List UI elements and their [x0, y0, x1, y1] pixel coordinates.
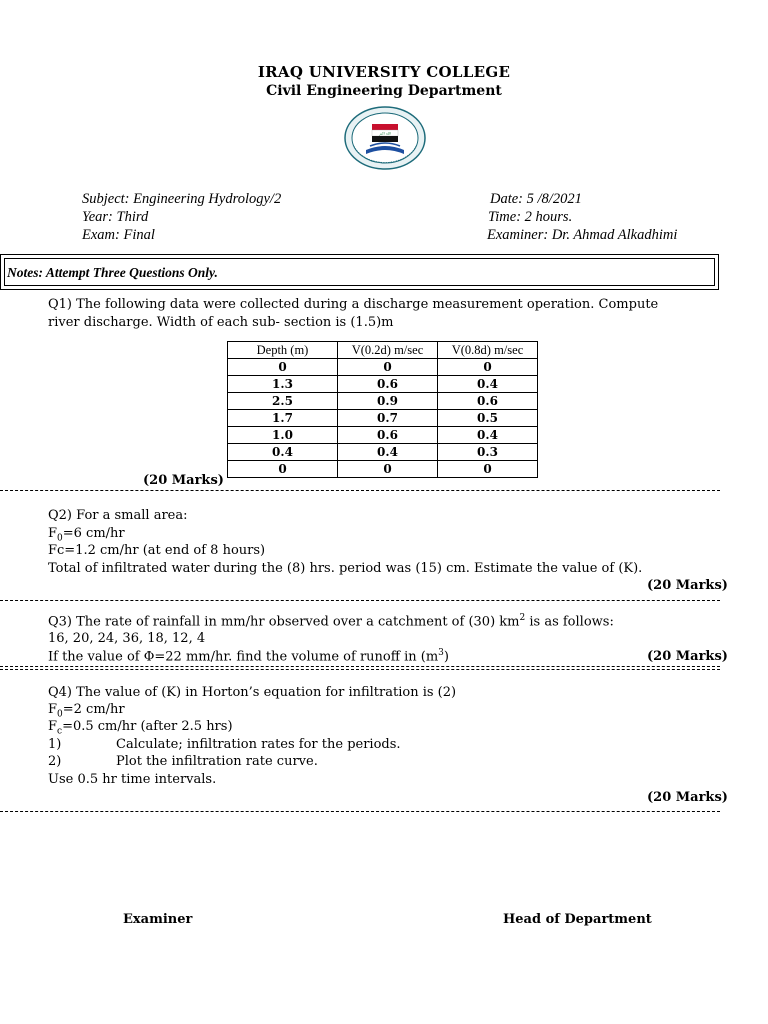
table-cell: 0.4	[338, 444, 438, 461]
q3-marks: (20 Marks)	[647, 649, 728, 664]
table-cell: 0.5	[438, 410, 538, 427]
table-cell: 0	[228, 359, 338, 376]
table-cell: 0	[228, 461, 338, 478]
table-cell: 0.4	[228, 444, 338, 461]
q2-fc-line: Fc=1.2 cm/hr (at end of 8 hours)	[48, 543, 266, 558]
examiner-line: Examiner: Dr. Ahmad Alkadhimi	[487, 227, 678, 243]
table-row	[228, 410, 538, 427]
q4-fc-value: =0.5 cm/hr (after 2.5 hrs)	[62, 719, 233, 734]
q4-item-2-number: 2)	[48, 754, 62, 769]
table-cell: 0.7	[338, 410, 438, 427]
examiner-signature-label: Examiner	[123, 912, 193, 927]
time-line: Time: 2 hours.	[488, 209, 573, 225]
table-cell: 0.4	[438, 376, 538, 393]
table-header-cell: V(0.8d) m/sec	[438, 342, 538, 359]
q4-line-1: Q4) The value of (K) in Horton’s equation for infiltration is (2)	[48, 685, 457, 700]
q4-f0-line	[48, 702, 125, 720]
separator	[0, 811, 720, 812]
table-cell: 2.5	[228, 393, 338, 410]
q4-interval-line: Use 0.5 hr time intervals.	[48, 772, 217, 787]
college-logo	[344, 106, 426, 170]
q3-line-1-end: is as follows:	[525, 614, 614, 630]
q3-line-3-text: If the value of Φ=22 mm/hr. find the volume of runoff in (m	[48, 649, 439, 665]
q1-line-1: Q1) The following data were collected during a discharge measurement operation. Compute	[48, 297, 659, 312]
table-cell: 0	[338, 359, 438, 376]
q2-f0-label: F	[48, 526, 58, 541]
table-header-cell: V(0.2d) m/sec	[338, 342, 438, 359]
table-row	[228, 461, 538, 478]
q4-marks: (20 Marks)	[647, 790, 728, 805]
table-cell: 0.4	[438, 427, 538, 444]
table-cell: 1.0	[228, 427, 338, 444]
q4-f0-label: F	[48, 702, 58, 717]
q4-fc-label: F	[48, 719, 58, 734]
table-cell: 0	[438, 359, 538, 376]
q2-line-1: Q2) For a small area:	[48, 508, 188, 523]
notes-text: Notes: Attempt Three Questions Only.	[7, 265, 218, 280]
q3-line-3-end: )	[443, 649, 449, 665]
table-cell: 1.7	[228, 410, 338, 427]
q4-fc-sub: c	[57, 726, 63, 737]
year-line: Year: Third	[82, 209, 149, 225]
q4-f0-value: =2 cm/hr	[62, 702, 125, 717]
head-signature-label: Head of Department	[503, 912, 652, 927]
svg-text:الله اكبر: الله اكبر	[379, 131, 391, 136]
q1-marks: (20 Marks)	[143, 473, 224, 488]
q4-item-2-text: Plot the infiltration rate curve.	[116, 754, 318, 769]
q2-f0-line	[48, 526, 125, 544]
table-row	[228, 444, 538, 461]
q4-item-1-number: 1)	[48, 737, 62, 752]
q2-line-4: Total of infiltrated water during the (8) hrs. period was (15) cm. Estimate the value of (K).	[48, 561, 643, 576]
q2-marks: (20 Marks)	[647, 578, 728, 593]
separator	[0, 490, 720, 491]
table-cell: 0.9	[338, 393, 438, 410]
separator	[0, 600, 720, 601]
table-header-row	[228, 342, 538, 359]
table-cell: 0	[338, 461, 438, 478]
q2-f0-sub: 0	[57, 533, 63, 544]
q3-m-sup: 3	[438, 648, 444, 658]
department-name: Civil Engineering Department	[266, 83, 502, 99]
table-row	[228, 427, 538, 444]
table-cell: 0.6	[338, 376, 438, 393]
table-row	[228, 359, 538, 376]
university-name: IRAQ UNIVERSITY COLLEGE	[257, 63, 511, 81]
table-cell: 0	[438, 461, 538, 478]
q1-table	[227, 341, 538, 478]
table-cell: 0.6	[438, 393, 538, 410]
table-row	[228, 376, 538, 393]
table-cell: 0.3	[438, 444, 538, 461]
q4-fc-line	[48, 719, 233, 737]
table-header-cell: Depth (m)	[228, 342, 338, 359]
q4-item-1-text: Calculate; infiltration rates for the periods.	[116, 737, 401, 752]
date-line: Date: 5 /8/2021	[490, 191, 582, 207]
table-cell: 1.3	[228, 376, 338, 393]
q3-line-1-text: Q3) The rate of rainfall in mm/hr observed over a catchment of (30) km	[48, 614, 520, 630]
exam-line: Exam: Final	[82, 227, 155, 243]
table-cell: 0.6	[338, 427, 438, 444]
separator-double	[0, 666, 720, 667]
notes-box	[0, 254, 719, 290]
q3-line-3	[48, 648, 449, 664]
q4-f0-sub: 0	[57, 709, 63, 720]
q2-f0-value: =6 cm/hr	[62, 526, 125, 541]
table-row	[228, 393, 538, 410]
q3-line-2: 16, 20, 24, 36, 18, 12, 4	[48, 631, 206, 646]
subject-line: Subject: Engineering Hydrology/2	[82, 191, 282, 207]
q1-line-2: river discharge. Width of each sub- section is (1.5)m	[48, 315, 394, 330]
q3-line-1	[48, 613, 614, 629]
q3-km-sup: 2	[519, 613, 526, 623]
